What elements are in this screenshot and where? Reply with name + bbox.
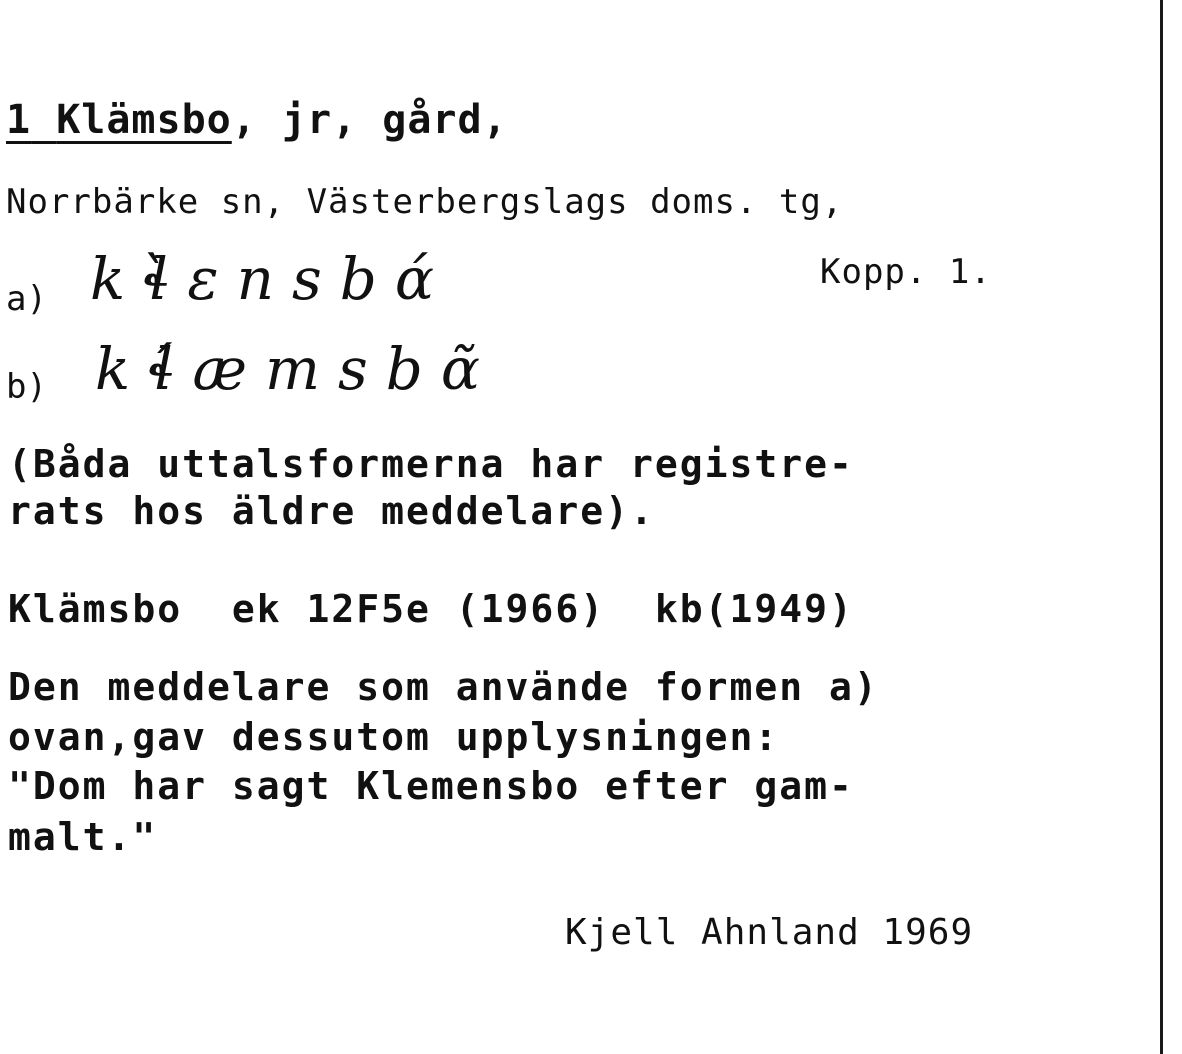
map-reference-line: Klämsbo ek 12F5e (1966) kb(1949) bbox=[8, 587, 854, 631]
pronunciation-a: kɬ̀ɛnsbɑ́ bbox=[90, 245, 453, 313]
comment-line-3: "Dom har sagt Klemensbo efter gam- bbox=[8, 764, 854, 808]
pronunciation-a-label: a) bbox=[6, 279, 47, 319]
kopp-reference: Kopp. 1. bbox=[820, 252, 992, 292]
heading-underlined bbox=[6, 97, 232, 143]
comment-line-2: ovan,gav dessutom upplysningen: bbox=[8, 715, 780, 759]
note-line-1: (Båda uttalsformerna har registre- bbox=[8, 442, 854, 486]
heading bbox=[6, 97, 508, 143]
pronunciation-b: kɬ́æmsbɑ̃ bbox=[95, 335, 499, 403]
parish-line: Norrbärke sn, Västerbergslags doms. tg, bbox=[6, 182, 844, 222]
signature: Kjell Ahnland 1969 bbox=[565, 912, 974, 953]
heading-number: 1 bbox=[6, 97, 32, 143]
comment-line-4: malt." bbox=[8, 815, 158, 859]
card-edge-line bbox=[1160, 0, 1163, 1054]
heading-rest: , jr, gård, bbox=[231, 97, 508, 143]
note-line-2: rats hos äldre meddelare). bbox=[8, 489, 655, 533]
comment-line-1: Den meddelare som använde formen a) bbox=[8, 665, 879, 709]
heading-name: Klämsbo bbox=[56, 97, 232, 143]
pronunciation-b-label: b) bbox=[6, 367, 47, 407]
